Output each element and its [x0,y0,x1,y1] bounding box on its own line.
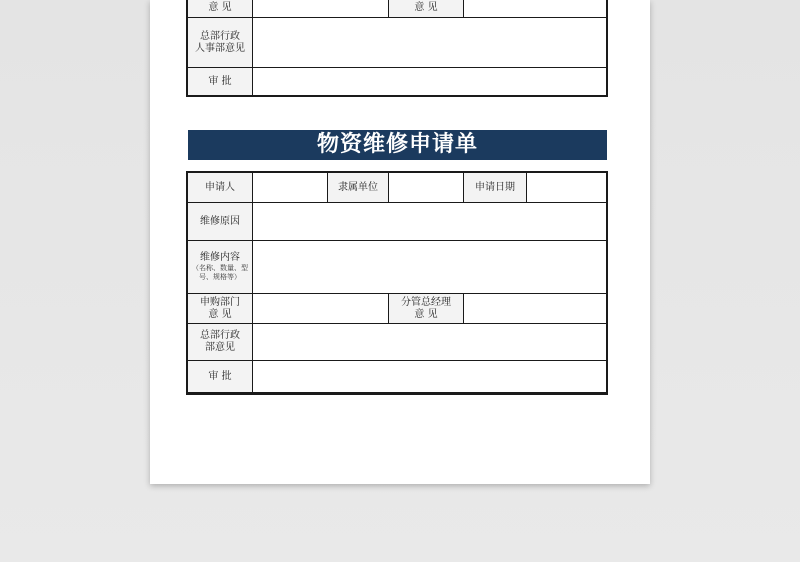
content-label: 维修内容 （名称、数量、型 号、规格等） [188,241,253,294]
applicant-field[interactable] [253,173,328,203]
applicant-label: 申请人 [188,173,253,203]
date-field[interactable] [527,173,608,203]
repair-request-form [187,172,608,393]
unit-field[interactable] [389,173,464,203]
reason-field[interactable] [253,203,608,241]
top-dept-opinion-field[interactable] [253,0,389,18]
top-manager-opinion-field[interactable] [464,0,608,18]
content-field[interactable] [253,241,608,294]
form-title: 物资维修申请单 [188,130,607,160]
hq-admin-field[interactable] [253,324,608,361]
reason-label: 维修原因 [188,203,253,241]
approve-label: 审 批 [188,361,253,393]
manager-opinion-label: 分管总经理 意 见 [389,294,464,324]
dept-opinion-label: 申购部门 意 见 [188,294,253,324]
unit-label: 隶属单位 [328,173,389,203]
manager-opinion-field[interactable] [464,294,608,324]
dept-opinion-field[interactable] [253,294,389,324]
top-dept-opinion-label: 意 见 [188,0,253,18]
top-approve-field[interactable] [253,68,608,97]
approve-field[interactable] [253,361,608,393]
date-label: 申请日期 [464,173,527,203]
top-approve-label: 审 批 [188,68,253,97]
top-hq-admin-hr-label: 总部行政 人事部意见 [188,18,253,68]
top-hq-admin-hr-field[interactable] [253,18,608,68]
top-form-table [187,0,608,97]
top-manager-opinion-label: 意 见 [389,0,464,18]
hq-admin-label: 总部行政 部意见 [188,324,253,361]
